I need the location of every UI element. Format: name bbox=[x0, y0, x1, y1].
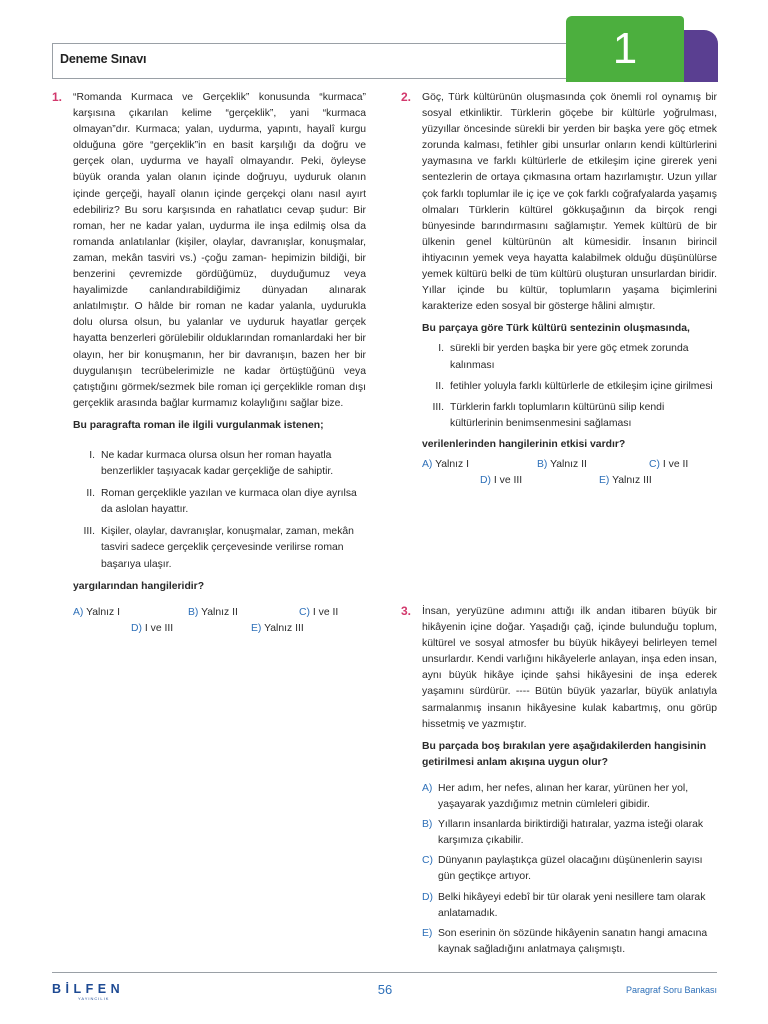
options-row bbox=[422, 457, 717, 473]
option-d[interactable]: D) Belki hikâyeyi edebî bir tür olarak yeni nesillere tam olarak anlatamadık. bbox=[422, 891, 706, 919]
roman-numeral: I. bbox=[89, 449, 95, 461]
roman-numeral: III. bbox=[432, 401, 444, 413]
roman-item bbox=[422, 400, 717, 432]
question-paragraph: “Romanda Kurmaca ve Gerçeklik” konusunda “kurmaca” karşısına çıkarılan kelime “gerçeklik”, yani “kurmaca olmayan”dır. Kurmaca; yalan, uydurma, yapıntı, hayalî kurgu olduğuna göre “gerçeklik”in en basit karşılığı da doğru ve gerçek olan, uydurma ve hayalî olmayandır. Peki, öyleyse büyük oranda yalan olanın içinde doğruyu, uyduruk olanın içinde gerçeği, hayalî olanın içinde gerçekçi olanı nasıl ayırt edebiliriz? Bu soru karşısında en rahatlatıcı cevap şudur: Bir roman, her ne kadar yalan, uydurma ile inşa edilmiş olsa da romanda anlatılanlar (kişiler, olaylar, davranışlar, konuşmalar, zaman, mekân tasviri vs.) -çoğu zaman- hepimizin bildiği, bir benzerini çevremizde gördüğümüz, duyduğumuz veya hayalimizde canlandırabildiğimiz dünyadan alınarak anlatılmıştır. O hâlde bir roman ne kadar yalanla, uydurukla dolu olursa olsun, bu yalanlar ve uyduruk hayatlar gerçek hayatta benzerleri görülebilir olduklarından romanlardaki her bir olayın, her bir konuşmanın, her bir davranışın, bazen her bir duygulanışın tecrübelerimizle ne kadar örtüştüğünü veya çatıştığını görmek/sezmek bile roman içi gerçeklikle roman dışı gerçeklik arasında bağlar kurmamız kolaylığını sağlar bize. bbox=[73, 92, 366, 409]
option-a[interactable]: A) Yalnız I bbox=[73, 606, 120, 618]
option-d[interactable]: D) I ve III bbox=[131, 622, 174, 634]
options-row bbox=[73, 605, 366, 621]
roman-numeral: II. bbox=[435, 380, 444, 392]
question-3 bbox=[422, 604, 717, 958]
roman-text: Ne kadar kurmaca olursa olsun her roman hayatla benzerlikler taşıyacak kadar gerçekliğe de sahiptir. bbox=[101, 449, 334, 478]
roman-numeral: III. bbox=[83, 526, 95, 538]
roman-item bbox=[73, 486, 366, 518]
roman-numeral: II. bbox=[86, 488, 95, 500]
roman-item bbox=[73, 524, 366, 572]
question-stem: Bu parçaya göre Türk kültürü sentezinin oluşmasında, bbox=[422, 323, 690, 335]
option-e[interactable]: E) Son eserinin ön sözünde hikâyenin sanatın hangi amacına kaynak sağladığını anlatmaya çalışmıştı. bbox=[422, 927, 708, 955]
option-c[interactable]: C) I ve II bbox=[299, 606, 339, 618]
question-1 bbox=[73, 90, 366, 637]
question-paragraph: Göç, Türk kültürünün oluşmasında çok önemli rol oynamış bir sosyal etkinliktir. Türklerin göçebe bir kültürle yoğrulması, yüzyıllar öncesinde sürekli bir yerden bir başka yere göç etmek zorunda kalması, fetihler gibi unsurlar onların kendi kültürlerini yaymasına ve farklı kültürlerle de etkileşim içine girerek yeni sentezlerin de ortaya çıkmasına ortam hazırlamıştır. Uzun yıllar çok farklı toplumlar ile iç içe ve çok farklı coğrafyalarda yaşamış olmaları Türklerin kültürel gökkuşağının da birçok rengi bünyesinde barındırmasını sağlamıştır. Yemek kültürü de bir ülkenin genel kültürünün alt kümesidir. İnsanın birincil ihtiyacının yemek veya hayatta kalabilmek olduğu düşünülürse yemek kültürü belki de tüm kültürü oluşturan unsurlardan biridir. Yıllar içinde bu kültür, toplumların yaşama biçimlerini karakterize eden sosyal bir gösterge hâlini almıştır. bbox=[422, 92, 717, 313]
question-tail: verilenlerinden hangilerinin etkisi vardır? bbox=[422, 438, 626, 450]
option-a[interactable]: A) Her adım, her nefes, alınan her karar, yürünen her yol, yaşayarak yazdığımız metnin cümleleri gibidir. bbox=[422, 782, 689, 811]
question-stem: Bu parçada boş bırakılan yere aşağıdakilerden hangisinin getirilmesi anlam akışına uygun olur? bbox=[422, 740, 707, 768]
question-paragraph: İnsan, yeryüzüne adımını attığı ilk andan itibaren büyük bir hikâyenin içine doğar. Yaşadığı çağ, içinde bulunduğu toplum, kültürel ve sosyal atmosfer bu büyük hikâyeyi belirleyen temel unsurlardır. Kendi varlığını hikâyelerle anlayan, inşa eden insan, aynı büyük hikâye içinde şahsi hikâyesini de inşa ederek yaşamını sürdürür. ---- Bütün büyük yazarlar, büyük anlatıyla sarmalanmış insanın hikâyesine kulak kabartmış, onu görüp hissetmiş ve yazmıştır. bbox=[422, 606, 717, 730]
footer-rule bbox=[52, 972, 717, 973]
question-number: 1. bbox=[52, 90, 63, 104]
roman-text: Kişiler, olaylar, davranışlar, konuşmalar, zaman, mekân tasviri sadece gerçeklik çerçevesinde verilirse roman başarıya ulaşır. bbox=[101, 526, 354, 570]
test-number: 1 bbox=[612, 24, 638, 73]
test-title: Deneme Sınavı bbox=[60, 52, 147, 66]
option-b[interactable]: B) Yalnız II bbox=[188, 606, 238, 618]
test-number-ribbon bbox=[566, 16, 718, 82]
question-number: 2. bbox=[401, 90, 412, 104]
roman-text: sürekli bir yerden başka bir yere göç etmek zorunda kalınması bbox=[450, 343, 689, 371]
book-name: Paragraf Soru Bankası bbox=[625, 985, 717, 995]
option-b[interactable]: B) Yalnız II bbox=[537, 458, 587, 470]
question-tail: yargılarından hangileridir? bbox=[73, 580, 205, 592]
roman-numeral: I. bbox=[438, 343, 444, 355]
roman-text: Türklerin farklı toplumların kültürünü silip kendi kültürlerinin benimsenmesini sağlaması bbox=[450, 401, 665, 429]
option-b[interactable]: B) Yılların insanlarda biriktirdiği hatıralar, yazma isteği olarak karşımıza çıkabilir. bbox=[422, 819, 704, 847]
page-number: 56 bbox=[377, 982, 393, 997]
option-a[interactable]: A) Yalnız I bbox=[422, 458, 469, 470]
question-2 bbox=[422, 90, 717, 489]
question-number: 3. bbox=[401, 604, 412, 618]
roman-item bbox=[422, 341, 717, 373]
roman-text: Roman gerçeklikle yazılan ve kurmaca olan diye ayrılsa da aslolan hayattır. bbox=[101, 488, 357, 516]
publisher-logo: BİLFEN bbox=[52, 982, 125, 996]
question-stem: Bu paragrafta roman ile ilgili vurgulanmak istenen; bbox=[73, 419, 324, 431]
ribbon-fold bbox=[684, 30, 718, 82]
header-left-rule bbox=[52, 43, 53, 78]
option-c[interactable]: C) I ve II bbox=[649, 458, 689, 470]
roman-item bbox=[422, 379, 717, 395]
publisher-logo-sub: YAYINCILIK bbox=[78, 996, 110, 1001]
options-row bbox=[73, 621, 366, 637]
roman-text: fetihler yoluyla farklı kültürlerle de etkileşim içine girilmesi bbox=[450, 380, 713, 392]
option-e[interactable]: E) Yalnız III bbox=[251, 622, 304, 634]
option-e[interactable]: E) Yalnız III bbox=[599, 474, 652, 486]
roman-item bbox=[73, 448, 366, 480]
option-c[interactable]: C) Dünyanın paylaştıkça güzel olacağını düşünenlerin sayısı gün geçtikçe artıyor. bbox=[422, 855, 703, 883]
option-d[interactable]: D) I ve III bbox=[480, 474, 523, 486]
options-row bbox=[422, 473, 717, 489]
